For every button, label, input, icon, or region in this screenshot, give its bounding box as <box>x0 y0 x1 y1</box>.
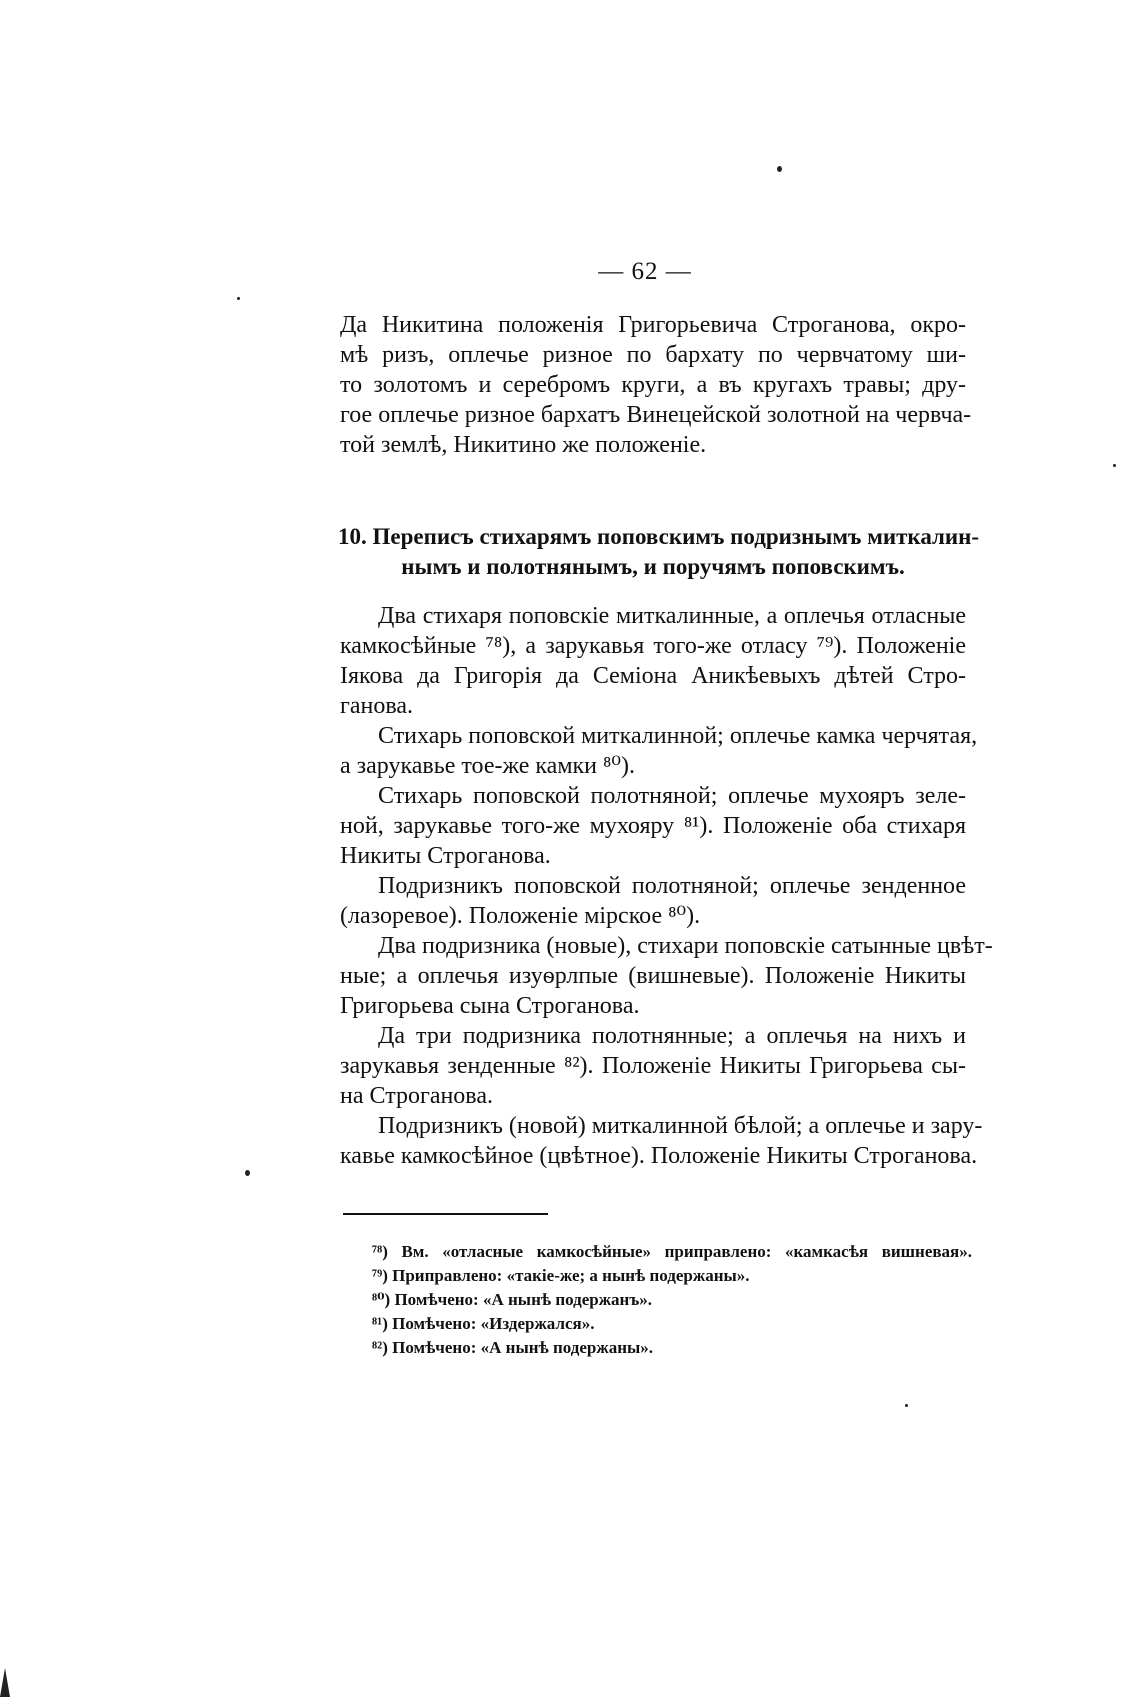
footnote-rule <box>343 1213 548 1215</box>
scan-speck <box>777 166 782 172</box>
section-body <box>340 601 993 1171</box>
text-line: Стихарь поповской миткалинной; оплечье камка черчятая, <box>378 723 978 749</box>
text-line: камкосѣйные ⁷⁸), а зарукавья того-же отласу ⁷⁹). Положеніе <box>340 633 966 659</box>
footnote-line: ⁷⁸) Вм. «отласные камкосѣйные» приправлено: «камкасѣя вишневая». <box>372 1242 972 1261</box>
text-line: Подризникъ поповской полотняной; оплечье зенденное <box>378 873 966 899</box>
section-heading <box>338 522 980 582</box>
footnote-line: ⁷⁹) Приправлено: «такіе-же; а нынѣ подержаны». <box>372 1266 750 1285</box>
text-line: той землѣ, Никитино же положеніе. <box>340 432 707 458</box>
scan-speck <box>237 297 240 300</box>
heading-line: нымъ и полотнянымъ, и поручямъ поповскимъ. <box>401 554 905 579</box>
paragraph-continuation <box>340 310 972 460</box>
scan-speck <box>245 1170 250 1176</box>
text-line: Іякова да Григорія да Семіона Аникѣевыхъ дѣтей Стро- <box>340 663 966 689</box>
text-line: (лазоревое). Положеніе мірское ⁸⁰). <box>340 903 701 929</box>
page-number: — 62 — <box>598 258 692 285</box>
text-line: мѣ ризъ, оплечье ризное по бархату по червчатому ши- <box>340 342 966 368</box>
footnotes <box>372 1240 972 1360</box>
scan-speck <box>905 1404 908 1407</box>
footnote-line: ⁸⁰) Помѣчено: «А нынѣ подержанъ». <box>372 1290 653 1309</box>
text-line: Подризникъ (новой) миткалинной бѣлой; а оплечье и зару- <box>378 1113 983 1139</box>
footnote-line: ⁸²) Помѣчено: «А нынѣ подержаны». <box>372 1338 654 1357</box>
text-line: кавье камкосѣйное (цвѣтное). Положеніе Никиты Строганова. <box>340 1143 978 1169</box>
text-line: ной, зарукавье того-же мухояру ⁸¹). Положеніе оба стихаря <box>340 813 966 839</box>
scan-speck <box>1113 464 1116 467</box>
text-line: а зарукавье тое-же камки ⁸⁰). <box>340 753 635 779</box>
text-line: Никиты Строганова. <box>340 843 551 869</box>
text-line: ганова. <box>340 693 414 719</box>
text-line: Два подризника (новые), стихари поповскіе сатынные цвѣт- <box>378 933 993 959</box>
text-line: Да Никитина положенія Григорьевича Строганова, окро- <box>340 312 966 338</box>
text-line: Да три подризника полотнянные; а оплечья на нихъ и <box>378 1023 966 1049</box>
text-line: Два стихаря поповскіе миткалинные, а оплечья отласные <box>378 603 966 629</box>
text-line: ные; а оплечья изуѳрлпые (вишневые). Положеніе Никиты <box>340 963 966 989</box>
text-line: гое оплечье ризное бархатъ Винецейской золотной на червча- <box>340 402 972 428</box>
footnote-line: ⁸¹) Помѣчено: «Издержался». <box>372 1314 595 1333</box>
scan-edge-mark <box>0 1668 10 1697</box>
heading-line: 10. Переписъ стихарямъ поповскимъ подризнымъ миткалин- <box>338 524 980 549</box>
text-line: Стихарь поповской полотняной; оплечье мухояръ зеле- <box>378 783 966 809</box>
text-line: Григорьева сына Строганова. <box>340 993 640 1019</box>
text-line: на Строганова. <box>340 1083 493 1109</box>
text-line: то золотомъ и серебромъ круги, а въ кругахъ травы; дру- <box>340 372 966 398</box>
text-line: зарукавья зенденные ⁸²). Положеніе Никиты Григорьева сы- <box>340 1053 966 1079</box>
